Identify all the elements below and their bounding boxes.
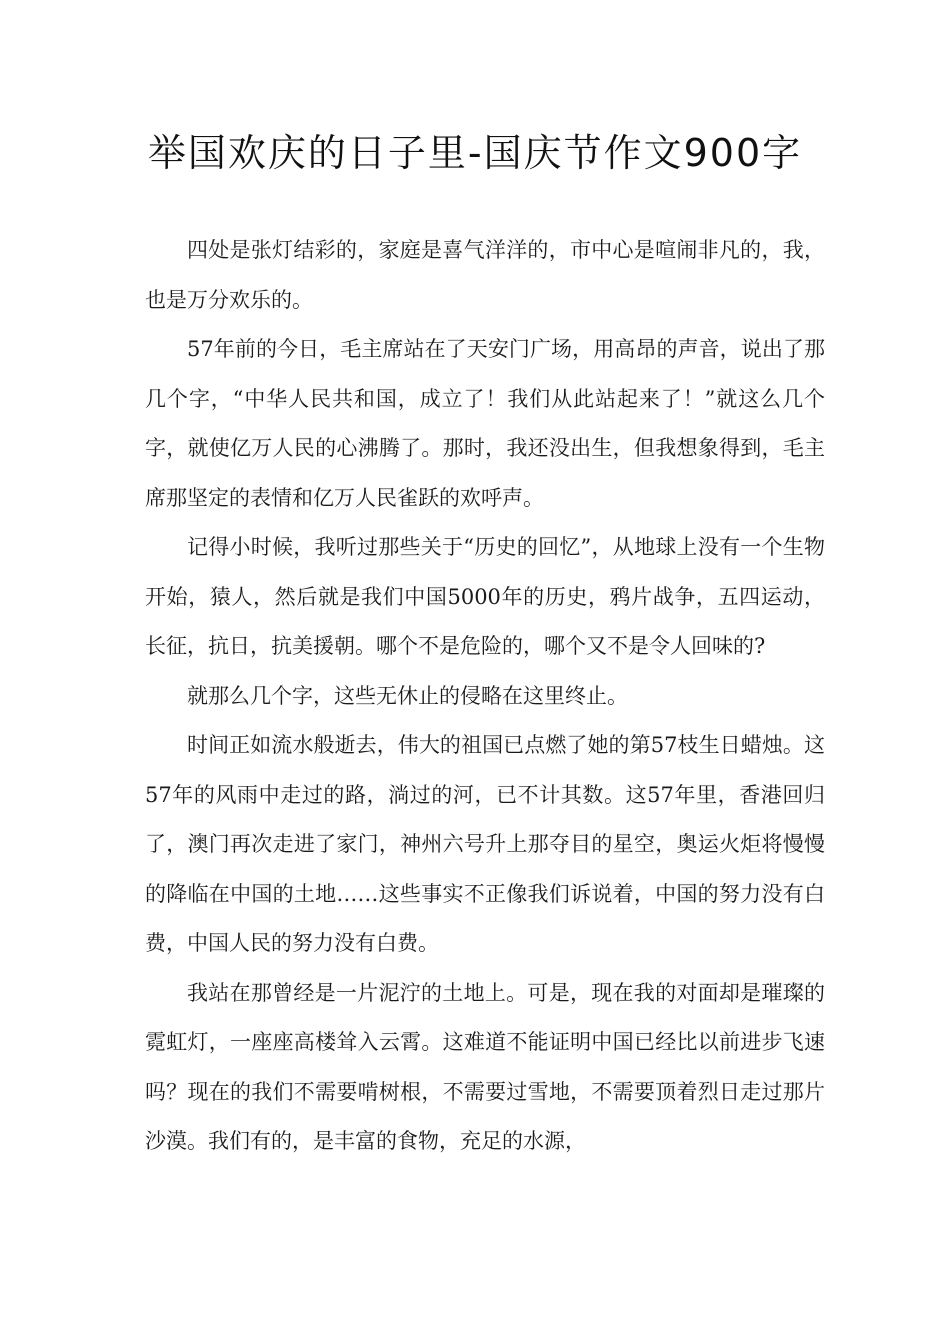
paragraph-1: 四处是张灯结彩的，家庭是喜气洋洋的，市中心是喧闹非凡的，我，也是万分欢乐的。	[145, 238, 825, 312]
document-body	[145, 226, 825, 1167]
paragraph-2: 57年前的今日，毛主席站在了天安门广场，用高昂的声音，说出了那几个字，“中华人民共和国，成立了！我们从此站起来了！”就这么几个字，就使亿万人民的心沸腾了。那时，我还没出生，但我想象得到，毛主席那坚定的表情和亿万人民雀跃的欢呼声。	[145, 337, 825, 510]
paragraph-6: 我站在那曾经是一片泥泞的土地上。可是，现在我的对面却是璀璨的霓虹灯，一座座高楼耸入云霄。这难道不能证明中国已经比以前进步飞速吗？现在的我们不需要啃树根，不需要过雪地，不需要顶着烈日走过那片沙漠。我们有的，是丰富的食物，充足的水源，	[145, 980, 825, 1153]
paragraph-4: 就那么几个字，这些无休止的侵略在这里终止。	[187, 683, 628, 708]
document-title: 举国欢庆的日子里-国庆节作文900字	[147, 131, 803, 175]
paragraph-5: 时间正如流水般逝去，伟大的祖国已点燃了她的第57枝生日蜡烛。这57年的风雨中走过的路，淌过的河，已不计其数。这57年里，香港回归了，澳门再次走进了家门，神州六号升上那夺目的星空，奥运火炬将慢慢的降临在中国的土地……这些事实不正像我们诉说着，中国的努力没有白费，中国人民的努力没有白费。	[145, 733, 825, 955]
paragraph-3: 记得小时候，我听过那些关于“历史的回忆”，从地球上没有一个生物开始，猿人，然后就是我们中国5000年的历史，鸦片战争，五四运动，长征，抗日，抗美援朝。哪个不是危险的，哪个又不是令人回味的?	[145, 535, 825, 658]
